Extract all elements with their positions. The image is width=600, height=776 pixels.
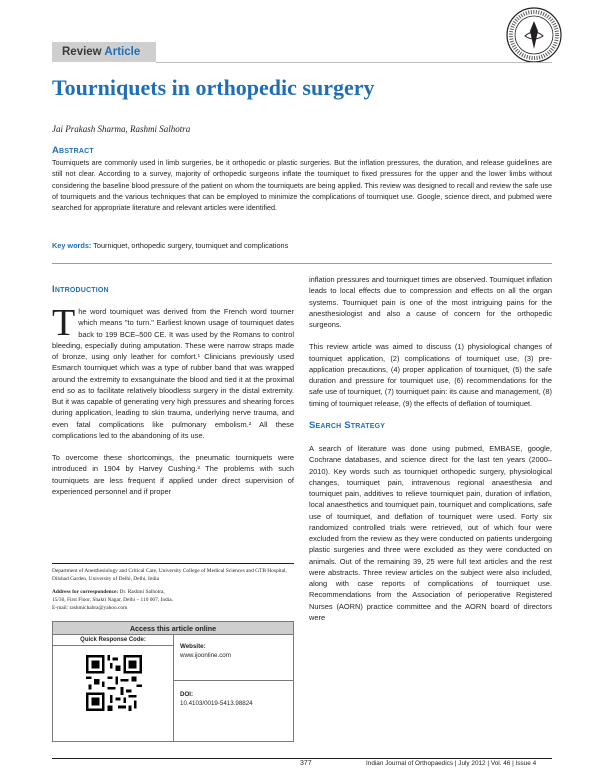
footer-divider [52, 758, 552, 759]
intro-paragraph-1-text: he word tourniquet was derived from the French word tourner which means "to turn." Earliest known usage of tourniquet dates back to 199 BCE–500 CE. It was used by the Romans to control bleeding, especially during amputation. These were narrow straps made of bronze, using only leather for comfort.¹ Clinicians previously used Esmarch tourniquet which was a type of rubber band that was wrapped around the extremity to exsanguinate the blood and tied it at the proximal end so as to facilitate relatively bloodless surgery in the distal extremity. But it was capable of generating very high pressures and shearing forces during application, leading to skin trauma, underlying nerve trauma, and even fatal complications like pulmonary embolism.² All these complications led to the abandoning of its use. [52, 307, 294, 440]
qr-label: Quick Response Code: [53, 635, 173, 646]
correspondence-name: Dr. Rashmi Salhotra, [119, 588, 165, 595]
right-column [309, 274, 552, 634]
abstract-divider [52, 263, 552, 264]
website-link[interactable]: www.ijoonline.com [180, 652, 231, 659]
author-list: Jai Prakash Sharma, Rashmi Salhotra [52, 124, 191, 134]
footnote-divider [52, 563, 294, 564]
correspondence-email: E-mail: rashmichabra@yahoo.com [52, 605, 128, 612]
header-divider [156, 62, 552, 63]
access-online-box [52, 621, 294, 742]
doi-label: DOI: [180, 691, 194, 698]
access-heading: Access this article online [53, 622, 293, 635]
article-type-accent: Article [104, 46, 141, 58]
intro-paragraph-1 [52, 302, 294, 441]
abstract-text: Tourniquets are commonly used in limb surgeries, be it orthopedic or plastic surgeries. But the inflation pressures, the duration, and release guidelines are still not clear. According to a survey, majority of orthopedic surgeons inflate the tourniquet to fixed pressures for the upper and the lower limbs without considering the baseline blood pressure of the patient on whom the tourniquets are being applied. This review was designed to recall and review the safe use of tourniquets and the various techniques that can be employed to minimize the complications of tourniquet use. Google, science direct, and pubmed were searched for appropriate literature and relevant articles were identified. [52, 158, 552, 213]
website-label: Website: [180, 643, 206, 650]
access-details [174, 635, 293, 741]
page-number: 377 [300, 760, 312, 767]
keywords-line [52, 241, 552, 250]
right-paragraph-1: inflation pressures and tourniquet times are observed. Tourniquet inflation leads to local effects due to compression and effects on all the organ systems. Tourniquet pain is one of the most intriguing pains for the anesthesiologist and also a cause of concern for the orthopedic surgeons. [309, 275, 552, 329]
article-title: Tourniquets in orthopedic surgery [52, 75, 375, 100]
affiliation: Department of Anesthesiology and Critical Care, University College of Medical Sciences and GTB Hospital, Dilshad Garden, University of Delhi, Delhi, India [52, 568, 287, 583]
intro-paragraph-2: To overcome these shortcomings, the pneumatic tourniquets were introduced in 1904 by Harvey Cushing.³ The problems with such tourniquets are less frequent if applied under direct supervision of experienced personnel and if proper [52, 453, 294, 496]
keywords-value: Tourniquet, orthopedic surgery, tourniquet and complications [93, 241, 289, 250]
doi-value[interactable]: 10.4103/0019-5413.98824 [180, 700, 253, 707]
website-cell [174, 635, 293, 681]
footnote [52, 567, 294, 616]
journal-seal-logo [505, 6, 563, 64]
article-type-tag [52, 42, 156, 62]
correspondence [52, 588, 294, 613]
article-type-label: Review [62, 46, 102, 58]
right-paragraph-2: This review article was aimed to discuss (1) physiological changes of tourniquet application, (2) complications of tourniquet use, (3) pre-application precautions, (4) proper application of tourniquet, (5) the safe duration and pressure for tourniquet use, (6) recommendations for the safe use of tourniquet, (7) tourniquet pain: its cause and management, (8) timing of tourniquet release, (9) the effects of deflation of tourniquet. [309, 342, 552, 408]
doi-cell [174, 681, 293, 712]
search-strategy-heading: Search Strategy [309, 419, 386, 431]
drop-cap: T [52, 302, 76, 344]
journal-citation: Indian Journal of Orthopaedics | July 2012 | Vol. 46 | Issue 4 [366, 760, 537, 767]
qr-code-icon[interactable] [86, 655, 142, 711]
correspondence-label: Address for correspondence: [52, 588, 119, 595]
keywords-label: Key words: [52, 241, 92, 250]
qr-panel [53, 635, 174, 741]
left-column [52, 302, 294, 508]
abstract-heading: Abstract [52, 145, 94, 156]
introduction-heading: Introduction [52, 284, 109, 295]
right-paragraph-3: A search of literature was done using pubmed, EMBASE, google, Cochrane databases, and science direct for the last ten years (2000–2010). Key words such as tourniquet orthopedic surgery, physiological changes, tourniquet pain, intravenous regional anaesthesia and tourniquet pain, additives to relieve tourniquet pain, duration of inflation, local anaesthetics and tourniquet pain, tourniquet and complications, safe use of tourniquet, and deflation of tourniquet were used. Forty six randomized controlled trials were retrieved, out of which four were excluded from the review as they were conducted on patients undergoing plastic surgeries and three were excluded as they were conducted on animals. Out of the remaining 39, 25 were full text articles and the rest were abstracts. Three review articles on the subject were also included, along with case reports of complications of tourniquet use. Recommendations from the Association of perioperative Registered Nurses (AORN) practice committee and the AORN board of directors were [309, 444, 552, 622]
correspondence-address: 15/30, First Floor, Shakti Nagar, Delhi – 110 007, India. [52, 596, 173, 603]
